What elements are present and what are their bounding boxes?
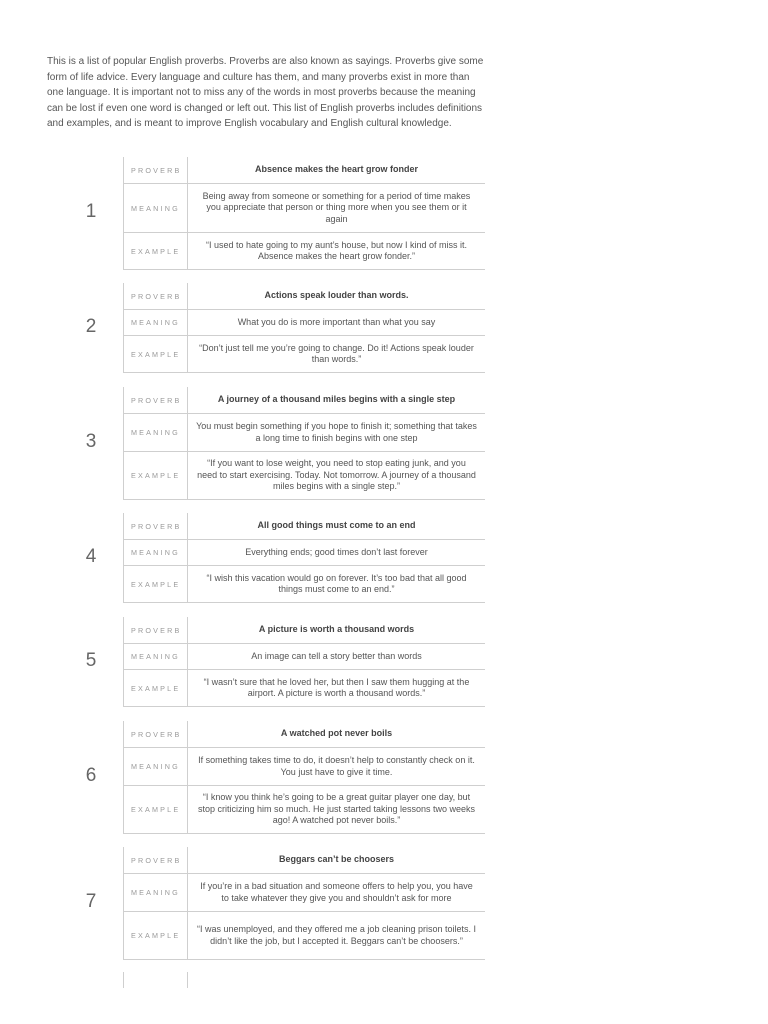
example-text: “I wasn’t sure that he loved her, but then I saw them hugging at the airport. A picture is worth a thousand words.”	[203, 676, 470, 698]
proverb-row	[124, 157, 485, 183]
proverb-row	[124, 847, 485, 873]
meaning-text: Being away from someone or something for a period of time makes you appreciate that person or thing more when you see them or it again	[202, 190, 471, 224]
proverb-label: PROVERB	[124, 513, 188, 539]
entry-number: 6	[85, 765, 97, 786]
proverb-label: PROVERB	[124, 157, 188, 183]
meaning-row	[124, 309, 485, 335]
meaning-text: What you do is more important than what you say	[237, 316, 436, 327]
example-label: EXAMPLE	[124, 670, 188, 706]
proverb-table	[123, 617, 485, 707]
example-text: “I wish this vacation would go on forever. It’s too bad that all good things must come to an end.”	[206, 572, 467, 594]
proverb-table	[123, 387, 485, 500]
proverb-label: PROVERB	[124, 617, 188, 643]
meaning-row	[124, 747, 485, 785]
example-text: “I was unemployed, and they offered me a job cleaning prison toilets. I didn’t like the job, but I accepted it. Beggars can’t be choosers.”	[197, 924, 476, 946]
next-table-fragment	[123, 972, 188, 988]
proverb-text: Beggars can’t be choosers	[278, 854, 395, 865]
proverb-text: Absence makes the heart grow fonder	[254, 164, 419, 175]
meaning-label: MEANING	[124, 874, 188, 911]
entry-number: 1	[85, 201, 97, 222]
proverb-row	[124, 513, 485, 539]
proverb-text: A picture is worth a thousand words	[258, 624, 415, 635]
example-row	[124, 911, 485, 959]
proverb-table	[123, 847, 485, 960]
meaning-label: MEANING	[124, 310, 188, 335]
proverb-label: PROVERB	[124, 387, 188, 413]
example-row	[124, 565, 485, 602]
example-label: EXAMPLE	[124, 233, 188, 269]
meaning-label: MEANING	[124, 414, 188, 451]
meaning-row	[124, 413, 485, 451]
proverb-row	[124, 617, 485, 643]
meaning-row	[124, 183, 485, 232]
example-row	[124, 335, 485, 372]
entry-number: 2	[85, 316, 97, 337]
example-text: “If you want to lose weight, you need to stop eating junk, and you need to start exercising. Today. Not tomorrow. A journey of a thousand miles begins with a single step.”	[197, 458, 476, 492]
proverb-text: Actions speak louder than words.	[264, 290, 409, 301]
meaning-row	[124, 873, 485, 911]
example-label: EXAMPLE	[124, 336, 188, 372]
entry-number: 3	[85, 431, 97, 452]
proverb-text: A journey of a thousand miles begins with a single step	[217, 394, 456, 405]
proverb-label: PROVERB	[124, 283, 188, 309]
proverb-label: PROVERB	[124, 847, 188, 873]
example-text: “I know you think he’s going to be a great guitar player one day, but stop criticizing him so much. He just started taking lessons two weeks ago! A watched pot never boils.”	[197, 792, 476, 826]
example-label: EXAMPLE	[124, 566, 188, 602]
meaning-text: An image can tell a story better than words	[251, 650, 422, 661]
example-row	[124, 785, 485, 833]
meaning-row	[124, 539, 485, 565]
proverb-table	[123, 721, 485, 834]
intro-paragraph: This is a list of popular English proverbs. Proverbs are also known as sayings. Proverbs give some form of life advice. Every language and culture has them, and many proverbs exist in more than one language. It is important not to miss any of the words in most proverbs because the meaning can be lost if even one word is changed or left out. This list of English proverbs includes definitions and examples, and is meant to improve English vocabulary and English cultural knowledge.	[47, 56, 484, 130]
proverb-text: All good things must come to an end	[257, 520, 416, 531]
meaning-text: If you’re in a bad situation and someone offers to help you, you have to take whatever they give you and shouldn’t ask for more	[200, 881, 473, 903]
example-row	[124, 451, 485, 499]
entry-number: 7	[85, 891, 97, 912]
example-text: “I used to hate going to my aunt’s house, but now I kind of miss it. Absence makes the heart grow fonder.”	[206, 239, 467, 261]
meaning-label: MEANING	[124, 540, 188, 565]
meaning-label: MEANING	[124, 748, 188, 785]
meaning-label: MEANING	[124, 184, 188, 232]
proverb-text: A watched pot never boils	[280, 728, 393, 739]
example-label: EXAMPLE	[124, 912, 188, 959]
proverb-label: PROVERB	[124, 721, 188, 747]
proverb-row	[124, 283, 485, 309]
entry-number: 5	[85, 650, 97, 671]
entry-number: 4	[85, 546, 97, 567]
proverb-table	[123, 283, 485, 373]
proverb-row	[124, 387, 485, 413]
proverb-table	[123, 513, 485, 603]
meaning-text: If something takes time to do, it doesn’t help to constantly check on it. You just have to give it time.	[198, 755, 475, 777]
proverb-row	[124, 721, 485, 747]
example-row	[124, 669, 485, 706]
meaning-text: Everything ends; good times don’t last forever	[245, 546, 428, 557]
meaning-row	[124, 643, 485, 669]
example-row	[124, 232, 485, 269]
meaning-text: You must begin something if you hope to finish it; something that takes a long time to finish begins with one step	[196, 421, 477, 443]
example-label: EXAMPLE	[124, 452, 188, 499]
meaning-label: MEANING	[124, 644, 188, 669]
example-text: “Don’t just tell me you’re going to change. Do it! Actions speak louder than words.”	[199, 342, 474, 364]
proverb-table	[123, 157, 485, 270]
example-label: EXAMPLE	[124, 786, 188, 833]
